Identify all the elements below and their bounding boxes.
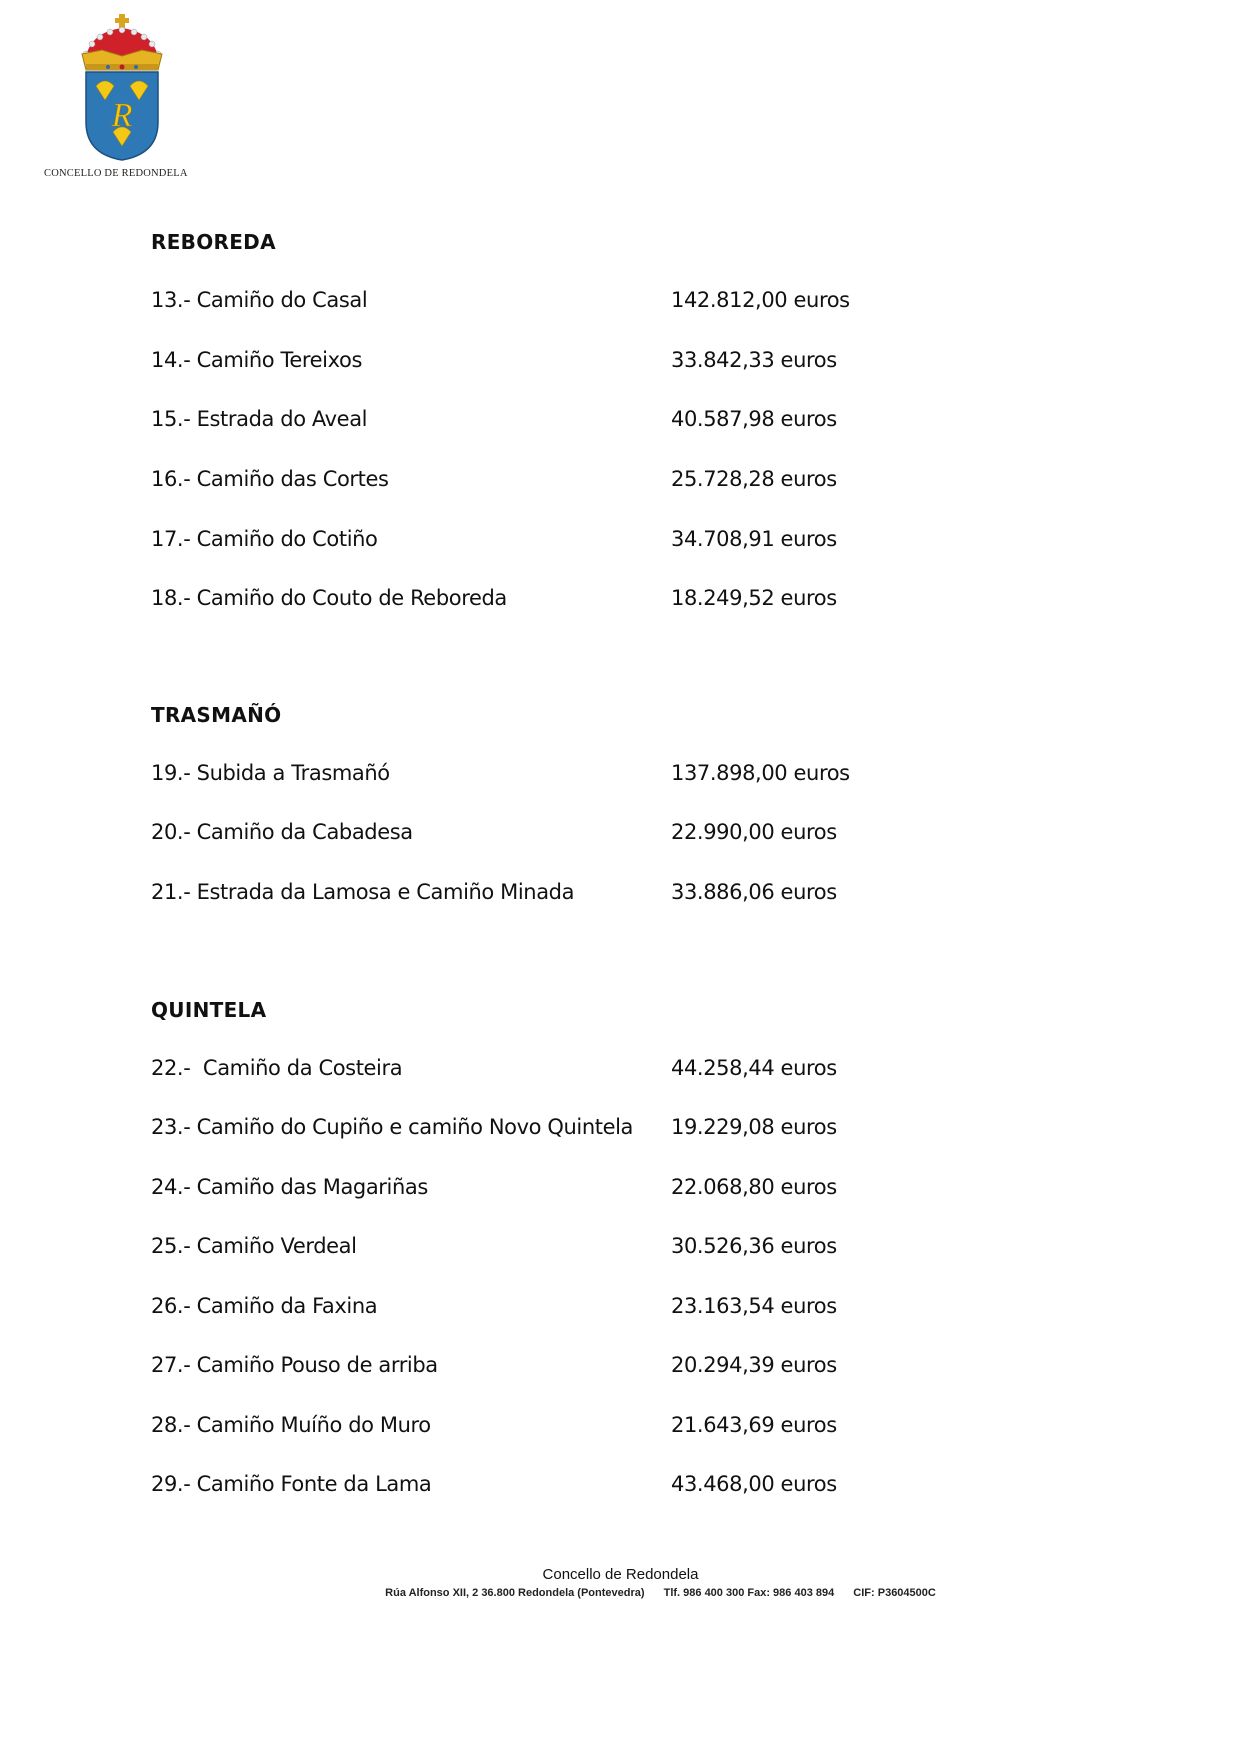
section-title: TRASMAÑÓ bbox=[151, 703, 282, 727]
item-name: 29.- Camiño Fonte da Lama bbox=[151, 1472, 432, 1496]
item-amount: 23.163,54 euros bbox=[671, 1294, 837, 1318]
item-amount: 44.258,44 euros bbox=[671, 1056, 837, 1080]
item-amount: 20.294,39 euros bbox=[671, 1353, 837, 1377]
item-name: 28.- Camiño Muíño do Muro bbox=[151, 1413, 431, 1437]
footer-address: Rúa Alfonso XII, 2 36.800 Redondela (Pontevedra) bbox=[385, 1587, 645, 1599]
item-amount: 43.468,00 euros bbox=[671, 1472, 837, 1496]
item-amount: 40.587,98 euros bbox=[671, 407, 837, 431]
item-name: 22.- Camiño da Costeira bbox=[151, 1056, 403, 1080]
item-name: 17.- Camiño do Cotiño bbox=[151, 527, 378, 551]
page-footer bbox=[0, 1566, 1241, 1599]
item-amount: 34.708,91 euros bbox=[671, 527, 837, 551]
section-title: QUINTELA bbox=[151, 998, 267, 1022]
item-amount: 33.886,06 euros bbox=[671, 880, 837, 904]
item-amount: 142.812,00 euros bbox=[671, 288, 850, 312]
item-amount: 25.728,28 euros bbox=[671, 467, 837, 491]
footer-title: Concello de Redondela bbox=[542, 1566, 699, 1583]
item-amount: 22.990,00 euros bbox=[671, 820, 837, 844]
section-title: REBOREDA bbox=[151, 230, 276, 254]
item-amount: 19.229,08 euros bbox=[671, 1115, 837, 1139]
item-name: 26.- Camiño da Faxina bbox=[151, 1294, 378, 1318]
item-amount: 18.249,52 euros bbox=[671, 586, 837, 610]
item-amount: 30.526,36 euros bbox=[671, 1234, 837, 1258]
item-amount: 22.068,80 euros bbox=[671, 1175, 837, 1199]
footer-cif: CIF: P3604500C bbox=[853, 1587, 936, 1599]
item-name: 23.- Camiño do Cupiño e camiño Novo Quintela bbox=[151, 1115, 634, 1139]
item-name: 18.- Camiño do Couto de Reboreda bbox=[151, 586, 507, 610]
item-name: 19.- Subida a Trasmañó bbox=[151, 761, 390, 785]
item-name: 24.- Camiño das Magariñas bbox=[151, 1175, 428, 1199]
coat-of-arms-icon bbox=[72, 14, 172, 164]
item-amount: 21.643,69 euros bbox=[671, 1413, 837, 1437]
item-name: 25.- Camiño Verdeal bbox=[151, 1234, 357, 1258]
item-amount: 137.898,00 euros bbox=[671, 761, 850, 785]
header-logo bbox=[44, 14, 204, 179]
section-trasmano bbox=[151, 703, 850, 904]
item-name: 15.- Estrada do Aveal bbox=[151, 407, 368, 431]
footer-phone-fax: Tlf. 986 400 300 Fax: 986 403 894 bbox=[663, 1587, 835, 1599]
item-name: 13.- Camiño do Casal bbox=[151, 288, 368, 312]
item-name: 14.- Camiño Tereixos bbox=[151, 348, 362, 372]
footer-contact bbox=[80, 1587, 1241, 1599]
svg-text:R: R bbox=[111, 97, 133, 134]
section-reboreda bbox=[151, 230, 850, 610]
section-quintela bbox=[151, 998, 837, 1496]
item-name: 27.- Camiño Pouso de arriba bbox=[151, 1353, 438, 1377]
logo-caption: CONCELLO DE REDONDELA bbox=[44, 168, 188, 179]
item-amount: 33.842,33 euros bbox=[671, 348, 837, 372]
item-name: 21.- Estrada da Lamosa e Camiño Minada bbox=[151, 880, 575, 904]
item-name: 16.- Camiño das Cortes bbox=[151, 467, 389, 491]
item-name: 20.- Camiño da Cabadesa bbox=[151, 820, 413, 844]
